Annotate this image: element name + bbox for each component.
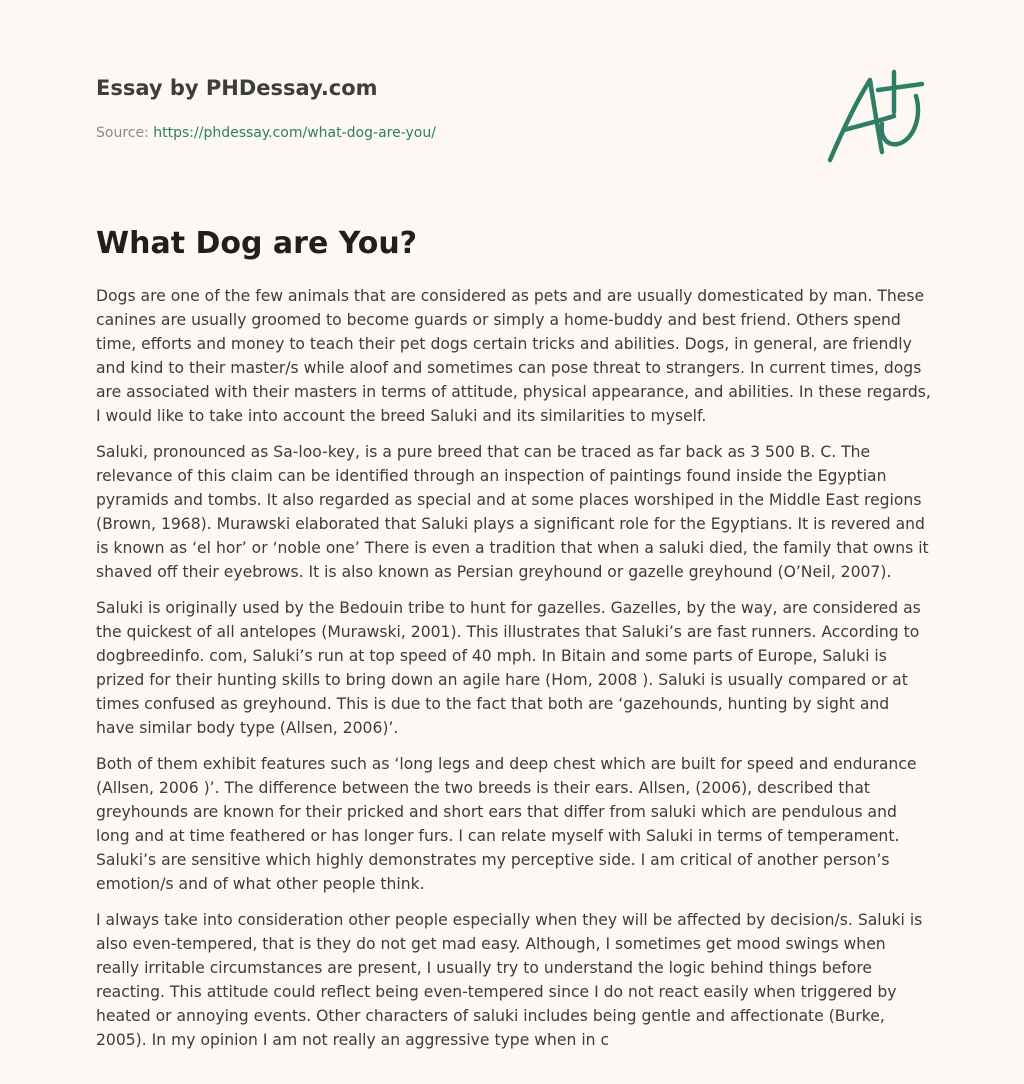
essay-body (96, 284, 932, 1064)
source-line (96, 125, 436, 141)
essay-paragraph: Saluki is originally used by the Bedouin tribe to hunt for gazelles. Gazelles, by the way, are considered as the quickest of all antelopes (Murawski, 2001). This illustrates that Saluki’s are fast runners. According to dogbreedinfo. com, Saluki’s run at top speed of 40 mph. In Bitain and some parts of Europe, Saluki is prized for their hunting skills to bring down an agile hare (Hom, 2008 ). Saluki is usually compared or at times confused as greyhound. This is due to the fact that both are ‘gazehounds, hunting by sight and have similar body type (Allsen, 2006)’. (96, 599, 921, 737)
essay-title: What Dog are You? (96, 226, 418, 261)
essay-paragraph: Dogs are one of the few animals that are considered as pets and are usually domesticated by man. These canines are usually groomed to become guards or simply a home-buddy and best friend. Others spend time, efforts and money to teach their pet dogs certain tricks and abilities. Dogs, in general, are friendly and kind to their master/s while aloof and sometimes can pose threat to strangers. In current times, dogs are associated with their masters in terms of attitude, physical appearance, and abilities. In these regards, I would like to take into account the breed Saluki and its similarities to myself. (96, 287, 931, 425)
essay-paragraph: Both of them exhibit features such as ‘long legs and deep chest which are built for speed and endurance (Allsen, 2006 )’. The difference between the two breeds is their ears. Allsen, (2006), described that greyhounds are known for their pricked and short ears that differ from saluki which are pendulous and long and at time feathered or has longer furs. I can relate myself with Saluki in terms of temperament. Saluki’s are sensitive which highly demonstrates my perceptive side. I am critical of another person’s emotion/s and of what other people think. (96, 755, 917, 893)
brand-title: Essay by PHDessay.com (96, 76, 378, 100)
essay-paragraph: I always take into consideration other people especially when they will be affected by decision/s. Saluki is also even-tempered, that is they do not get mad easy. Although, I sometimes get mood swings when really irritable circumstances are present, I usually try to understand the logic behind things before reacting. This attitude could reflect being even-tempered since I do not react easily when triggered by heated or annoying events. Other characters of saluki includes being gentle and affectionate (Burke, 2005). In my opinion I am not really an aggressive type when in c (96, 911, 923, 1049)
essay-paragraph: Saluki, pronounced as Sa-loo-key, is a pure breed that can be traced as far back as 3 500 B. C. The relevance of this claim can be identified through an inspection of paintings found inside the Egyptian pyramids and tombs. It also regarded as special and at some places worshiped in the Middle East regions (Brown, 1968). Murawski elaborated that Saluki plays a significant role for the Egyptians. It is revered and is known as ‘el hor’ or ‘noble one’ There is even a tradition that when a saluki died, the family that owns it shaved off their eyebrows. It is also known as Persian greyhound or gazelle greyhound (O’Neil, 2007). (96, 443, 929, 581)
a-plus-grade-icon (824, 66, 928, 166)
source-link[interactable]: https://phdessay.com/what-dog-are-you/ (153, 125, 436, 141)
source-label: Source: (96, 125, 149, 141)
